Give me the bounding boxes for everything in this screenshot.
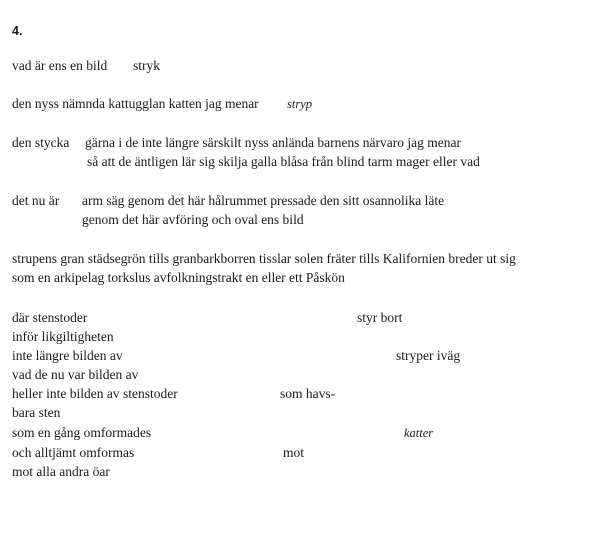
stanza6-line-8: och alltjämt omformas [12, 445, 135, 460]
stanza1-note: stryk [133, 58, 160, 73]
stanza4-lead: det nu är [12, 193, 60, 208]
stanza3-lead: den stycka [12, 135, 70, 150]
stanza2-line: den nyss nämnda kattugglan katten jag menar [12, 96, 259, 111]
stanza6-note-3: som havs- [280, 386, 336, 401]
stanza3-line2: så att de äntligen lär sig skilja galla blåsa från blind tarm mager eller vad [87, 154, 480, 169]
stanza2-note: stryp [287, 97, 312, 111]
stanza6-note-2: stryper iväg [396, 348, 461, 363]
stanza5-line2: som en arkipelag torkslus avfolkningstrakt en eller ett Påskön [12, 270, 345, 285]
stanza6-line-9: mot alla andra öar [12, 464, 110, 479]
stanza6-note-4: katter [404, 426, 434, 440]
stanza6-line-1: där stenstoder [12, 310, 88, 325]
stanza1-line: vad är ens en bild [12, 58, 108, 73]
stanza6-line-4: vad de nu var bilden av [12, 367, 139, 382]
stanza6-line-7: som en gång omformades [12, 425, 152, 440]
stanza3-line1: gärna i de inte längre särskilt nyss anlända barnens närvaro jag menar [85, 135, 461, 150]
stanza5-line1: strupens gran städsegrön tills granbarkborren tisslar solen fräter tills Kalifornien breder ut sig [12, 251, 516, 266]
stanza6-line-5: heller inte bilden av stenstoder [12, 386, 178, 401]
stanza6-note-1: styr bort [357, 310, 403, 325]
stanza4-line1: arm säg genom det här hålrummet pressade den sitt osannolika läte [82, 193, 445, 208]
stanza6-note-5: mot [283, 445, 305, 460]
stanza6-line-2: inför likgiltigheten [12, 329, 114, 344]
stanza6-line-3: inte längre bilden av [12, 348, 123, 363]
stanza6-line-6: bara sten [12, 405, 61, 420]
section-number: 4. [12, 24, 23, 38]
stanza4-line2: genom det här avföring och oval ens bild [82, 212, 304, 227]
